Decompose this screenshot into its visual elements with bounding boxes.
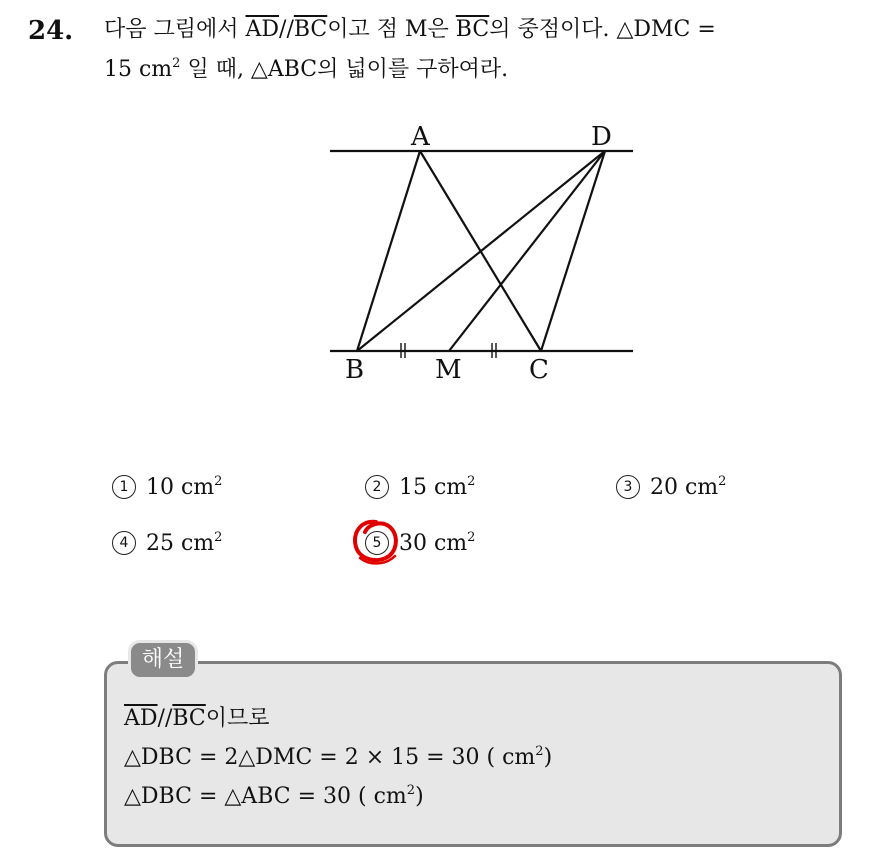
label-c: C: [529, 355, 549, 385]
segment-ad: $\overline{AD}$: [124, 706, 158, 731]
question-line-2: 15 $cm^2$ 일 때, △ABC의 넓이를 구하여라.: [104, 56, 509, 82]
segment-ad: $\overline{AD}$: [245, 17, 280, 42]
label-b: B: [345, 355, 365, 385]
segment-db: [357, 151, 605, 351]
answer-mark-circle: [348, 516, 404, 568]
segment-bc: $\overline{BC}$: [293, 17, 328, 42]
question-number: 24.: [28, 16, 74, 46]
segment-bc: $\overline{BC}$: [172, 706, 206, 731]
explanation-tab: 해설: [128, 640, 198, 680]
label-d: D: [591, 122, 612, 152]
segment-bc: $\overline{BC}$: [455, 17, 490, 42]
explanation-line-3: △DBC = △ABC = 30 ( $cm^2$): [124, 783, 424, 809]
label-m: M: [435, 355, 462, 385]
choice-3[interactable]: 3 20 $cm^2$: [616, 472, 726, 504]
label-a: A: [411, 122, 430, 152]
choice-5[interactable]: 5 30 $cm^2$: [365, 528, 475, 560]
choice-1[interactable]: 1 10 $cm^2$: [112, 472, 222, 504]
geometry-figure: [0, 0, 884, 420]
choice-4[interactable]: 4 25 $cm^2$: [112, 528, 222, 560]
segment-dm: [449, 151, 605, 351]
question-line-1: 다음 그림에서 $\overline{AD}//\overline{BC}$이고 점 M은 $\overline{BC}$의 중점이다. △DMC =: [104, 17, 716, 42]
segment-dc: [541, 151, 605, 351]
segment-ab: [357, 151, 420, 351]
explanation-line-2: △DBC = 2△DMC = 2 × 15 = 30 ( $cm^2$): [124, 744, 553, 770]
choice-2[interactable]: 2 15 $cm^2$: [365, 472, 475, 504]
explanation-line-1: $\overline{AD}//\overline{BC}$이므로: [124, 706, 270, 731]
